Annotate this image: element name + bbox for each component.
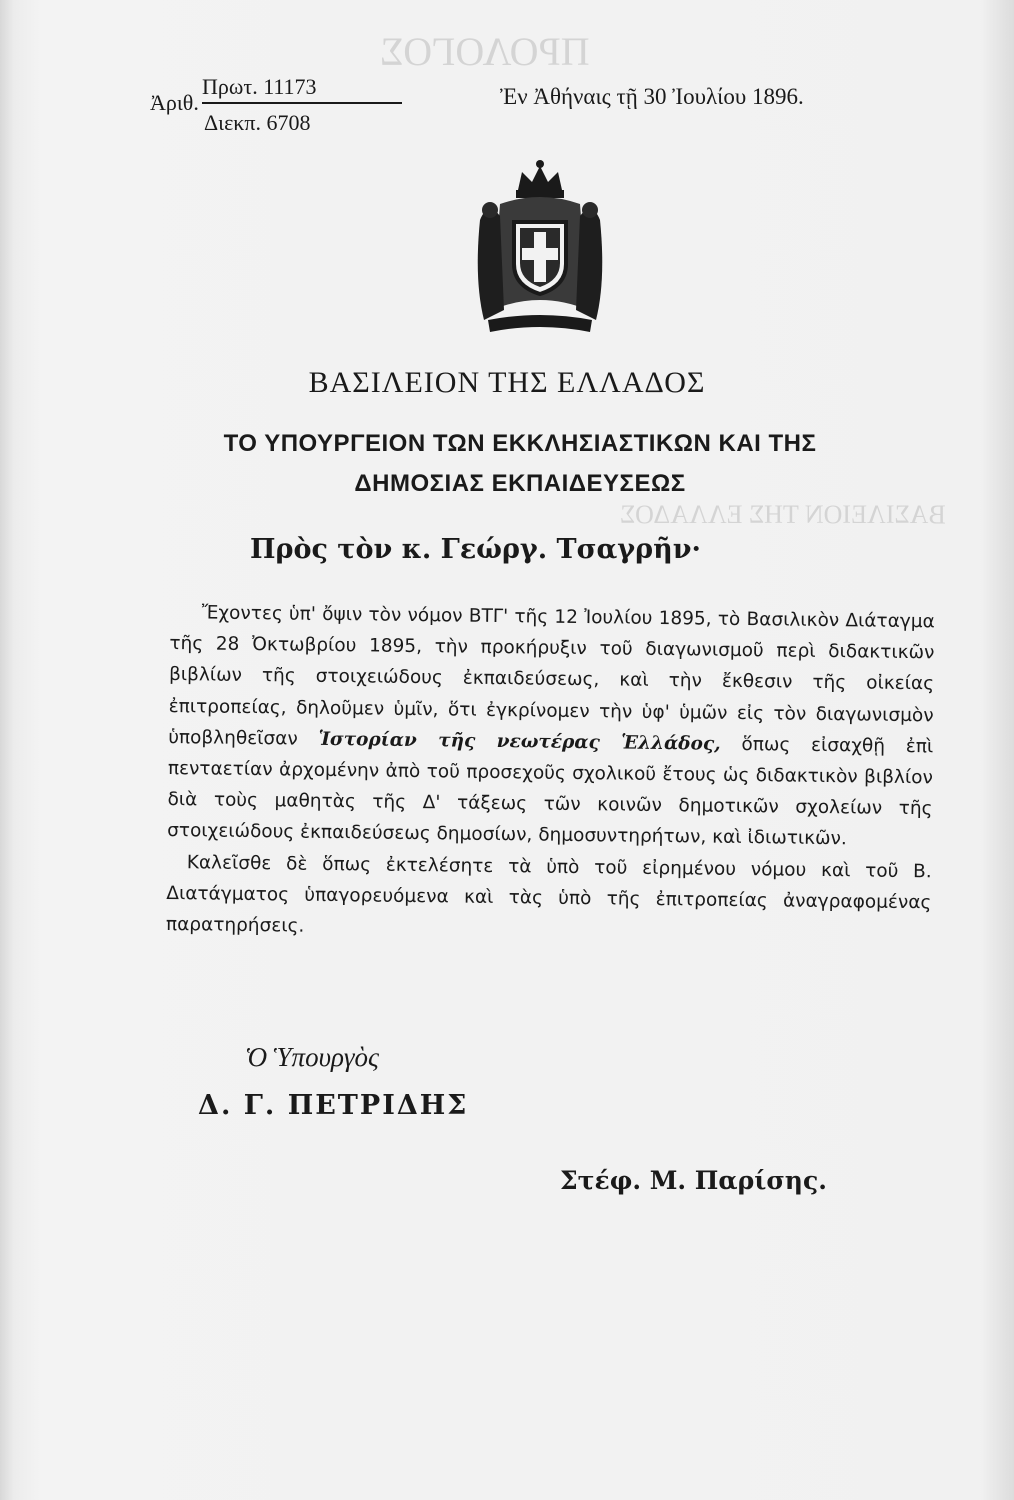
bleed-through-text: ΒΑΣΙΛΕΙΟΝ ΤΗΣ ΕΛΛΑΔΟΣ (620, 500, 946, 529)
ministry-heading (150, 424, 890, 504)
royal-coat-of-arms-icon (470, 160, 610, 340)
place-date: Ἐν Ἀθήναις τῇ 30 Ἰουλίου 1896. (500, 84, 804, 109)
ministry-line-1: ΤΟ ΥΠΟΥΡΓΕΙΟΝ ΤΩΝ ΕΚΚΛΗΣΙΑΣΤΙΚΩΝ ΚΑΙ ΤΗΣ (223, 430, 817, 457)
minister-name: Δ. Γ. ΠΕΤΡΙΔΗΣ (198, 1090, 469, 1121)
book-title: Ἱστορίαν τῆς νεωτέρας Ἑλλάδος, (318, 728, 721, 755)
protocol-number: Πρωτ. 11173 (202, 74, 402, 104)
ministry-line-2: ΔΗΜΟΣΙΑΣ ΕΚΠΑΙΔΕΥΣΕΩΣ (354, 470, 686, 497)
paragraph-1-start: Ἔχοντες ὑπ' ὄψιν τὸν νόμον ΒΤΓ' τῆς 12 Ἰουλίου 1895, τὸ Βασιλικὸν Διάταγμα τῆς 28 Ὀκτωβρίου 1895, τὴν προκήρυξιν τοῦ διαγωνισμοῦ περὶ διδακτικῶν βιβλίων τῆς στοιχειώδους ἐκπαιδεύσεως, καὶ τὴν ἔκθεσιν τῆς οἰκείας ἐπιτροπείας, δηλοῦμεν ὑμῖν, ὅτι ἐγκρίνομεν τὴν ὑφ' ὑμῶν εἰς τὸν διαγωνισμὸν ὑποβληθεῖσαν (168, 602, 935, 750)
kingdom-heading: ΒΑΣΙΛΕΙΟΝ ΤΗΣ ΕΛΛΑΔΟΣ (308, 366, 706, 399)
letter-body (166, 597, 935, 950)
dispatch-number: Διεκπ. 6708 (204, 110, 311, 135)
addressee: Πρὸς τὸν κ. Γεώργ. Τσαγρῆν· (250, 534, 701, 565)
minister-title: Ὁ Ὑπουργὸς (245, 1042, 380, 1072)
secretary-signature: Στέφ. Μ. Παρίσης. (560, 1166, 827, 1195)
paragraph-1 (167, 597, 935, 856)
reference-numbers (150, 74, 410, 144)
reference-prefix: Ἀριθ. (150, 90, 199, 115)
bleed-through-text: ΠΡΟΛΟΓΟΣ (380, 29, 590, 74)
paragraph-2: Καλεῖσθε δὲ ὅπως ἐκτελέσητε τὰ ὑπὸ τοῦ εἰρημένου νόμου καὶ τοῦ Β. Διατάγματος ὑπαγορευόμενα καὶ τὰς ὑπὸ τῆς ἐπιτροπείας ἀναγραφομένας παρατηρήσεις. (165, 851, 932, 937)
paragraph-1-end: ὅπως εἰσαχθῇ ἐπὶ πενταετίαν ἀρχομένην ἀπὸ τοῦ προσεχοῦς σχολικοῦ ἔτους ὡς διδακτικὸν βιβλίον διὰ τοὺς μαθητὰς τῆς Δ' τάξεως τῶν κοινῶν δημοτικῶν σχολείων τῆς στοιχειώδους ἐκπαιδεύσεως δημοσίων, δημοσυντηρήτων, καὶ ἰδιωτικῶν. (167, 733, 934, 850)
